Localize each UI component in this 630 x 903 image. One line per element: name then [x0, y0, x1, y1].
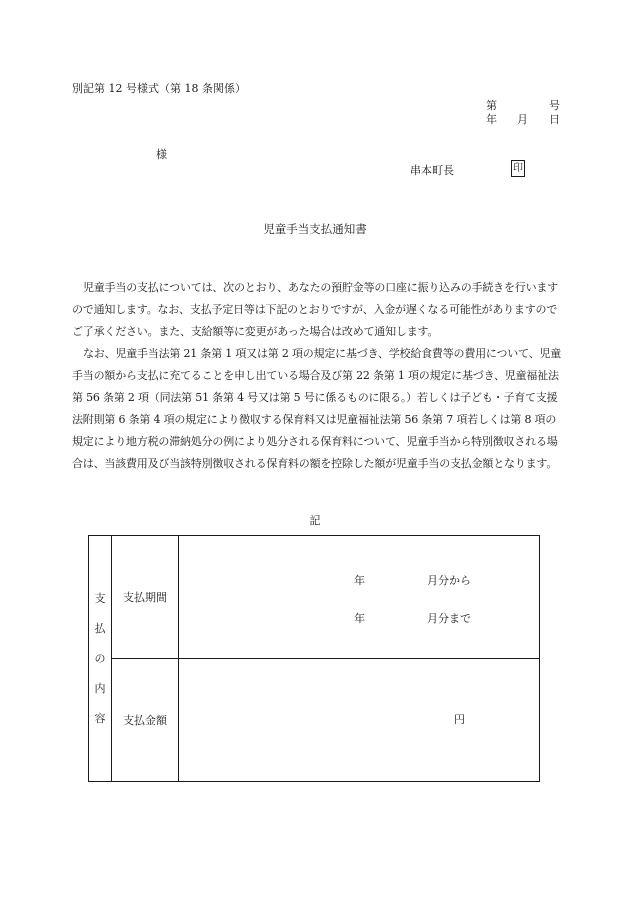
document-title: 児童手当支払通知書 [263, 222, 367, 236]
section-header-char: 払 [94, 621, 106, 635]
number-prefix: 第 [486, 99, 497, 112]
issuer: 串本町長 [410, 164, 454, 177]
period-from-month: 月分から [427, 574, 471, 587]
addressee: 様 [156, 148, 167, 161]
form-number: 別記第 12 号様式（第 18 条関係） [72, 82, 246, 95]
amount-value [179, 659, 540, 782]
section-header-char: 容 [94, 711, 106, 725]
payment-details-table [88, 535, 540, 782]
date-day: 日 [549, 113, 560, 126]
amount-label: 支払金額 [112, 659, 179, 782]
section-header-char: の [94, 651, 106, 665]
date-month: 月 [517, 113, 528, 126]
section-header-char: 内 [94, 681, 106, 695]
section-header-char: 支 [94, 591, 106, 605]
date-year: 年 [486, 113, 497, 126]
period-to-month: 月分まで [427, 612, 471, 625]
period-to-year: 年 [354, 612, 365, 625]
ki-heading: 記 [309, 514, 321, 527]
section-header [89, 536, 112, 782]
period-label: 支払期間 [112, 536, 179, 659]
seal-box: 印 [511, 160, 525, 177]
paragraph-2: なお、児童手当法第 21 条第 1 項又は第 2 項の規定に基づき、学校給食費等の費用について、児童手当の額から支払に充てることを申し出ている場合及び第 22 条第 1 項の規定に基づき、児童福祉法第 56 条第 2 項（同法第 51 条第 4 号又は第 5 号に係るものに限る。）若しくは子ども・子育て支援法附則第 6 条第 4 項の規定により徴収する保育料又は児童福祉法第 56 条第 7 項若しくは第 8 項の規定により地方税の滞納処分の例により処分される保育料について、児童手当から特別徴収される場合は、当該費用及び当該特別徴収される保育料の額を控除した額が児童手当の支払金額となります。 [72, 347, 562, 470]
number-suffix: 号 [549, 99, 560, 112]
body-text [72, 277, 562, 475]
amount-unit: 円 [454, 713, 465, 726]
paragraph-1: 児童手当の支払については、次のとおり、あなたの預貯金等の口座に振り込みの手続きを行いますので通知します。なお、支払予定日等は下記のとおりですが、入金が遅くなる可能性がありますのでご了承ください。また、支給額等に変更があった場合は改めて通知します。 [72, 281, 558, 338]
period-from-year: 年 [354, 574, 365, 587]
period-value [179, 536, 540, 659]
